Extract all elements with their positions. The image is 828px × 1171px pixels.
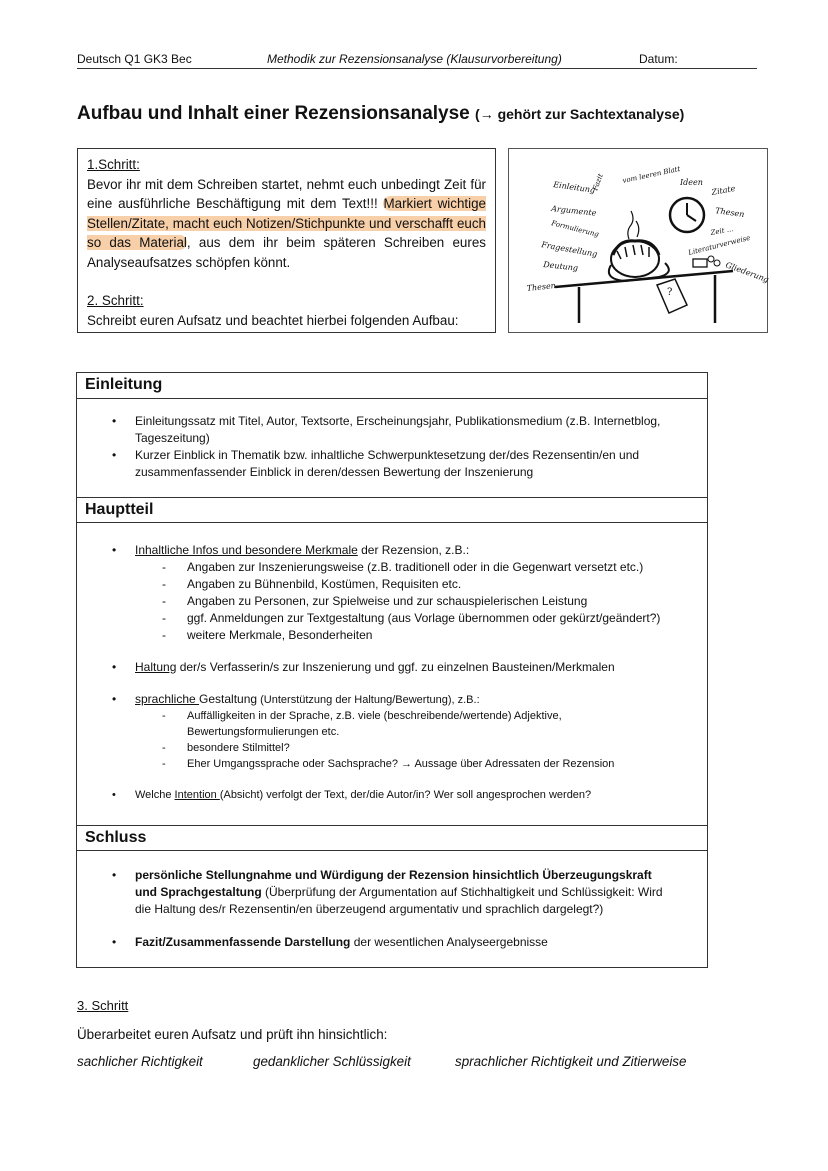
sub-item: - ggf. Anmeldungen zur Textgestaltung (aus Vorlage übernommen oder gekürzt/geändert?): [77, 610, 707, 627]
step2-label: 2. Schritt:: [87, 293, 144, 308]
word-thesen: Thesen: [714, 206, 745, 220]
intention-a: Welche: [135, 789, 175, 801]
intention-label: Intention: [174, 789, 220, 801]
books-icon: [693, 256, 720, 267]
step1-highlight: Markiert wichtige Stellen/Zitate, macht euch Notizen/Stichpunkte und verschafft euch so das Material: [87, 196, 486, 250]
step1-text-a: Bevor ihr mit dem Schreiben startet, nehmt euch unbedingt Zeit für eine ausführliche Beschäftigung mit dem Text!!!: [87, 176, 486, 211]
word-thesen-2: Thesen: [526, 280, 557, 293]
intro-box: [77, 148, 496, 333]
list-item: [77, 659, 707, 676]
section-title-einleitung: Einleitung: [77, 373, 707, 399]
einleitung-content: [77, 413, 707, 481]
list-item: • Einleitungssatz mit Titel, Autor, Textsorte, Erscheinungsjahr, Publikationsmedium (z.B. Internetblog, Tageszeitung): [77, 413, 707, 447]
word-ideen: Ideen: [680, 178, 703, 187]
sub-item: - Auffälligkeiten in der Sprache, z.B. viele (beschreibende/wertende) Adjektive, Bewertungsformulierungen etc.: [77, 708, 707, 740]
section-title-hauptteil: Hauptteil: [77, 497, 707, 523]
schluss-content: [77, 867, 707, 951]
stellungnahme-rest: (Überprüfung der Argumentation auf Stichhaltigkeit und Schlüssigkeit: Wird die Haltung des/r Rezensentin/en überzeugend argumentativ und sprachlich dargelegt?): [135, 885, 663, 916]
intention-b: (Absicht) verfolgt der Text, der/die Autor/in? Wer soll angesprochen werden?: [219, 789, 592, 801]
word-gliederung: Gliederung: [724, 260, 771, 285]
paper-icon: [657, 279, 687, 313]
word-fragestellung: Fragestellung: [540, 240, 598, 259]
sprache-rest: Gestaltung: [199, 692, 258, 706]
fazit-rest: der wesentlichen Analyseergebnisse: [350, 935, 548, 949]
step2-text: Schreibt euren Aufsatz und beachtet hierbei folgenden Aufbau:: [87, 312, 459, 328]
sub-item: - Eher Umgangssprache oder Sachsprache? → Aussage über Adressaten der Rezension: [77, 756, 707, 772]
course-label: Deutsch Q1 GK3 Bec: [77, 52, 192, 66]
step3-label: 3. Schritt: [77, 998, 129, 1013]
title-main: Aufbau und Inhalt einer Rezensionsanalyse: [77, 103, 470, 124]
step3-text: Überarbeitet euren Aufsatz und prüft ihn hinsichtlich:: [77, 1027, 388, 1042]
step1-label: 1.Schritt:: [87, 157, 140, 172]
structure-table: [76, 372, 708, 968]
illustration-frame: [508, 148, 771, 333]
list-item: • Kurzer Einblick in Thematik bzw. inhaltliche Schwerpunktesetzung der/des Rezensentin/en und zusammenfassender Einblick in deren/dessen Bewertung der Inszenierung: [77, 447, 707, 481]
list-item: [77, 787, 707, 803]
svg-text:?: ?: [667, 287, 673, 298]
sub-item: - Angaben zu Bühnenbild, Kostümen, Requisiten etc.: [77, 576, 707, 593]
content-features-label: Inhaltliche Infos und besondere Merkmale: [135, 543, 358, 557]
word-deutung: Deutung: [542, 260, 579, 273]
word-zitate: Zitate: [710, 183, 737, 197]
step1-text-b: , aus dem ihr beim späteren Schreiben eures Analyseaufsatzes schöpfen könnt.: [87, 235, 486, 270]
sprache-small: (Unterstützung der Haltung/Bewertung), z.B.:: [257, 694, 480, 706]
word-einleitung: Einleitung: [552, 180, 596, 195]
list-item: [77, 542, 707, 559]
list-item: [77, 934, 707, 951]
fazit-bold: Fazit/Zusammenfassende Darstellung: [135, 935, 351, 949]
criterion-3: sprachlicher Richtigkeit und Zitierweise: [455, 1054, 687, 1069]
sprache-label: sprachliche: [135, 692, 200, 706]
word-fazit: Fazit: [591, 172, 605, 192]
word-literaturverweise: Literaturverweise: [687, 233, 752, 257]
title-sub: (→ gehört zur Sachtextanalyse): [475, 106, 685, 122]
haltung-label: Haltung: [135, 660, 177, 674]
stellungnahme-bold: persönliche Stellungnahme und Würdigung der Rezension hinsichtlich Überzeugungskraft und Sprachgestaltung: [135, 868, 652, 899]
word-argumente: Argumente: [550, 204, 597, 218]
criterion-2: gedanklicher Schlüssigkeit: [253, 1054, 411, 1069]
sub-item: - Angaben zu Personen, zur Spielweise und zur schauspielerischen Leistung: [77, 593, 707, 610]
content-features-rest: der Rezension, z.B.:: [357, 543, 470, 557]
writer-block-illustration: [515, 155, 771, 326]
sub-item: - weitere Merkmale, Besonderheiten: [77, 627, 707, 644]
word-leeres-blatt: vom leeren Blatt: [621, 164, 682, 185]
criterion-1: sachlicher Richtigkeit: [77, 1054, 203, 1069]
word-zeit: Zeit ...: [709, 225, 734, 237]
page-header: [77, 50, 757, 69]
date-label: Datum:: [639, 52, 678, 66]
topic-label: Methodik zur Rezensionsanalyse (Klausurvorbereitung): [267, 52, 562, 66]
list-item: [77, 867, 707, 918]
section-title-schluss: Schluss: [77, 825, 707, 851]
sub-item: - besondere Stilmittel?: [77, 740, 707, 756]
haltung-rest: der/s Verfasserin/s zur Inszenierung und ggf. zu einzelnen Bausteinen/Merkmalen: [176, 660, 615, 674]
step1-text: [87, 175, 486, 273]
word-formulierung: Formulierung: [550, 219, 600, 239]
clock-icon: [670, 198, 704, 232]
person-head-icon: [611, 211, 659, 277]
page-title: [77, 103, 684, 125]
sub-item: - Angaben zur Inszenierungsweise (z.B. traditionell oder in die Gegenwart versetzt etc.): [77, 559, 707, 576]
hauptteil-content: [77, 542, 707, 803]
list-item: [77, 691, 707, 708]
